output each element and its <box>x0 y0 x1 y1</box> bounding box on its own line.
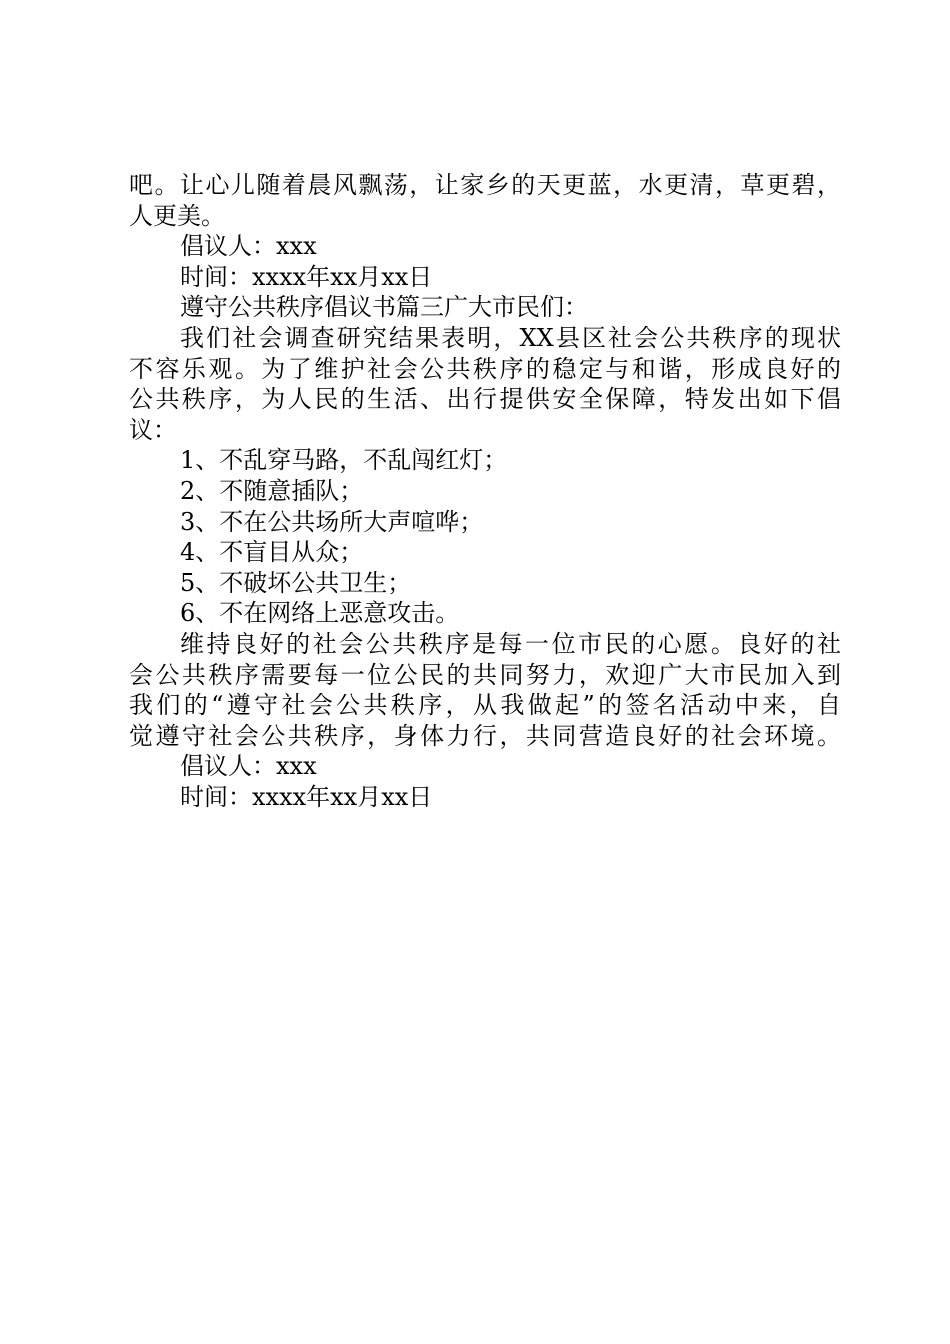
document-body <box>129 170 841 812</box>
text-line: 不容乐观。为了维护社会公共秩序的稳定与和谐，形成良好的 <box>129 354 841 383</box>
date-line: 时间：xxxx年xx月xx日 <box>180 782 433 811</box>
text-line: 我们社会调查研究结果表明，XX县区社会公共秩序的现状 <box>180 323 841 352</box>
list-item: 3、不在公共场所大声喧哗； <box>180 507 484 536</box>
list-item: 6、不在网络上恶意攻击。 <box>180 599 460 628</box>
list-item: 4、不盲目从众； <box>180 538 364 567</box>
text-line: 吧。让心儿随着晨风飘荡，让家乡的天更蓝，水更清，草更碧， <box>129 171 841 199</box>
signature-line: 倡议人：xxx <box>180 752 317 781</box>
list-item: 2、不随意插队； <box>180 476 364 505</box>
list-item: 1、不乱穿马路，不乱闯红灯； <box>180 446 508 475</box>
text-line: 议： <box>129 415 177 444</box>
text-line: 人更美。 <box>129 201 225 230</box>
signature-line: 倡议人：xxx <box>180 232 317 261</box>
text-line: 我们的“遵守社会公共秩序，从我做起”的签名活动中来，自 <box>129 691 841 720</box>
list-item: 5、不破坏公共卫生； <box>180 568 412 597</box>
text-line: 会公共秩序需要每一位公民的共同努力，欢迎广大市民加入到 <box>129 660 841 689</box>
text-line: 维持良好的社会公共秩序是每一位市民的心愿。良好的社 <box>180 629 841 658</box>
date-line: 时间：xxxx年xx月xx日 <box>180 262 433 291</box>
text-line: 公共秩序，为人民的生活、出行提供安全保障，特发出如下倡 <box>129 385 841 414</box>
section-heading: 遵守公共秩序倡议书篇三广大市民们： <box>180 293 588 322</box>
text-line: 觉遵守社会公共秩序，身体力行，共同营造良好的社会环境。 <box>129 721 841 750</box>
